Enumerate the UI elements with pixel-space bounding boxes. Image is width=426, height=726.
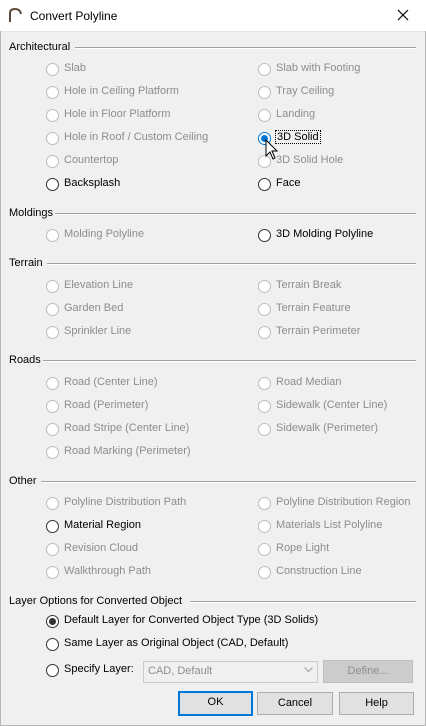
radio-label: Landing [276, 108, 316, 120]
radio-label: Material Region [64, 519, 142, 531]
radio-label: Sidewalk (Center Line) [276, 399, 388, 411]
radio-label: 3D Solid Hole [276, 154, 344, 166]
app-logo-icon [8, 7, 24, 23]
radio-circle [46, 446, 59, 459]
radio-label: Terrain Perimeter [276, 325, 361, 337]
radio-label: Road (Perimeter) [64, 399, 149, 411]
group-divider-moldings [55, 213, 416, 215]
radio-label: Revision Cloud [64, 542, 138, 554]
radio-circle [46, 326, 59, 339]
radio-circle [258, 400, 271, 413]
radio-label: Materials List Polyline [276, 519, 383, 531]
window-border [0, 31, 1, 726]
radio-label: Hole in Ceiling Platform [64, 85, 179, 97]
group-label-other: Other [9, 475, 41, 487]
group-divider-architectural [75, 47, 416, 49]
radio-label: Face [276, 177, 301, 189]
radio-label: Tray Ceiling [276, 85, 335, 97]
radio-circle [46, 400, 59, 413]
radio-label: Garden Bed [64, 302, 124, 314]
group-divider-roads [43, 360, 416, 362]
radio-circle [46, 543, 59, 556]
help-button[interactable]: Help [339, 692, 414, 715]
radio-circle [258, 497, 271, 510]
window-title: Convert Polyline [30, 9, 118, 23]
radio-label: Countertop [64, 154, 119, 166]
radio-circle [258, 377, 271, 390]
group-divider-terrain [47, 263, 416, 265]
radio-circle [46, 497, 59, 510]
radio-circle [258, 303, 271, 316]
radio-circle [258, 280, 271, 293]
layer-options-label: Layer Options for Converted Object [9, 595, 186, 607]
group-label-moldings: Moldings [9, 207, 57, 219]
layer-select-value: CAD, Default [148, 665, 213, 677]
radio-circle [46, 63, 59, 76]
group-divider-other [41, 481, 416, 483]
radio-circle [258, 86, 271, 99]
radio-circle[interactable] [46, 178, 59, 191]
title-bar [0, 0, 426, 32]
radio-circle [46, 229, 59, 242]
radio-circle [258, 566, 271, 579]
radio-circle [258, 543, 271, 556]
radio-label: Walkthrough Path [64, 565, 152, 577]
group-label-roads: Roads [9, 354, 45, 366]
radio-circle [46, 566, 59, 579]
radio-label: Road Marking (Perimeter) [64, 445, 191, 457]
group-label-architectural: Architectural [9, 41, 74, 53]
close-button[interactable] [380, 0, 426, 31]
radio-label: Molding Polyline [64, 228, 145, 240]
radio-label: 3D Molding Polyline [276, 228, 374, 240]
radio-label: Default Layer for Converted Object Type (3D Solids) [64, 614, 319, 626]
radio-label: Slab with Footing [276, 62, 361, 74]
cancel-button[interactable]: Cancel [257, 692, 333, 715]
radio-label: Hole in Roof / Custom Ceiling [64, 131, 209, 143]
radio-circle [258, 326, 271, 339]
radio-circle [258, 109, 271, 122]
radio-circle[interactable] [46, 615, 59, 628]
radio-label: Hole in Floor Platform [64, 108, 171, 120]
ok-button[interactable]: OK [178, 691, 253, 716]
radio-label: Slab [64, 62, 87, 74]
radio-circle [46, 377, 59, 390]
radio-label: Specify Layer: [64, 663, 134, 675]
radio-circle [46, 132, 59, 145]
define-button[interactable]: Define... [323, 660, 413, 683]
radio-label: Road (Center Line) [64, 376, 158, 388]
radio-circle [46, 303, 59, 316]
radio-label: Rope Light [276, 542, 330, 554]
radio-label: Road Median [276, 376, 342, 388]
radio-label: 3D Solid [277, 131, 319, 143]
group-label-terrain: Terrain [9, 257, 47, 269]
radio-circle[interactable] [258, 178, 271, 191]
radio-circle [46, 280, 59, 293]
radio-label: Backsplash [64, 177, 121, 189]
radio-label: Polyline Distribution Path [64, 496, 187, 508]
radio-circle [46, 86, 59, 99]
radio-label: Elevation Line [64, 279, 134, 291]
radio-label: Road Stripe (Center Line) [64, 422, 190, 434]
radio-circle [46, 423, 59, 436]
radio-circle[interactable] [258, 229, 271, 242]
radio-label: Terrain Feature [276, 302, 351, 314]
radio-label: Sprinkler Line [64, 325, 132, 337]
radio-label: Sidewalk (Perimeter) [276, 422, 379, 434]
radio-circle[interactable] [46, 520, 59, 533]
radio-circle [46, 155, 59, 168]
radio-circle [258, 63, 271, 76]
radio-label: Polyline Distribution Region [276, 496, 411, 508]
radio-circle[interactable] [46, 638, 59, 651]
radio-label: Terrain Break [276, 279, 342, 291]
radio-circle [258, 423, 271, 436]
radio-label: Construction Line [276, 565, 362, 577]
close-icon [397, 9, 409, 21]
layer-options-divider [190, 601, 416, 603]
radio-label: Same Layer as Original Object (CAD, Default) [64, 637, 289, 649]
chevron-down-icon [304, 667, 313, 673]
radio-circle[interactable] [46, 664, 59, 677]
mouse-cursor-icon [265, 139, 279, 161]
radio-circle [258, 520, 271, 533]
radio-circle [46, 109, 59, 122]
layer-select[interactable] [143, 661, 318, 683]
